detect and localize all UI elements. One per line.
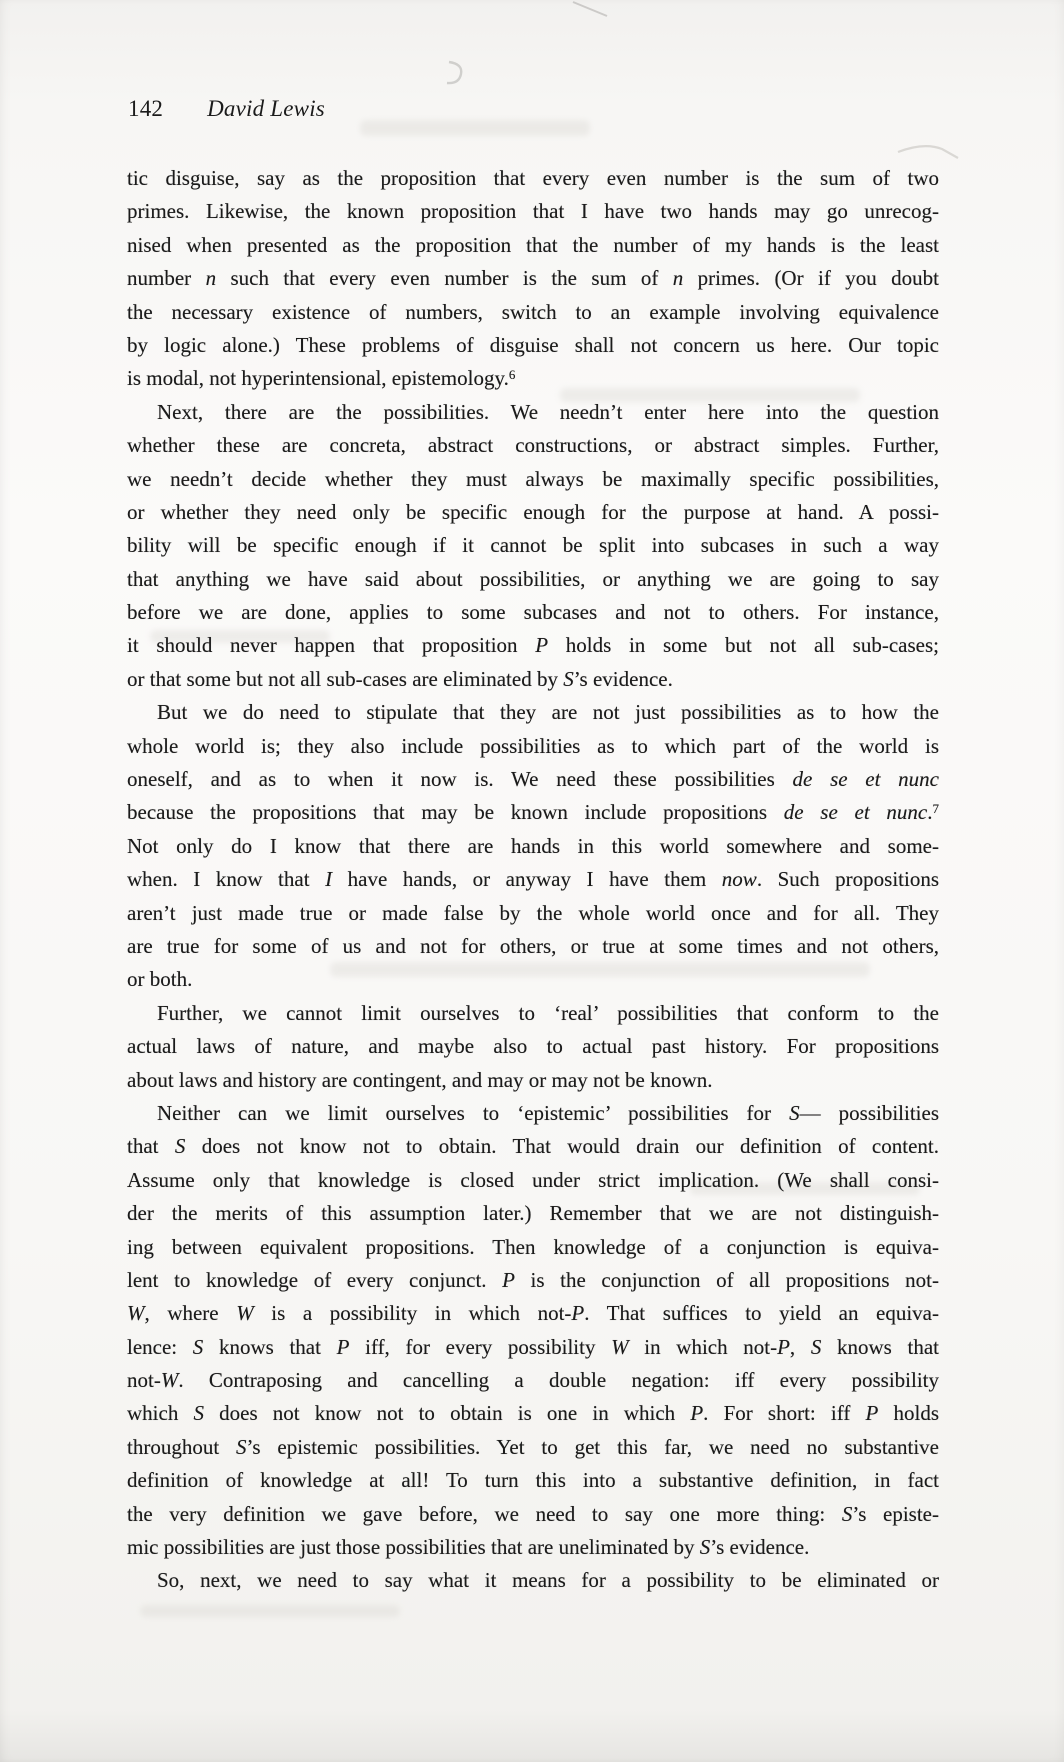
text-segment: Assume only that knowledge is closed under strict implication. (We shall consi- [127,1167,939,1192]
text-line [127,1364,939,1397]
text-segment: holds in some but not all sub-cases; [548,633,939,658]
text-segment: whole world is; they also include possibilities as to which part of the world is [127,733,939,758]
text-line [127,362,939,395]
text-segment: mic possibilities are just those possibilities that are uneliminated by [127,1535,700,1560]
text-line [127,329,939,362]
text-line [127,1097,939,1130]
text-segment: Neither can we limit ourselves to ‘epistemic’ possibilities for [157,1100,790,1125]
italic-text-segment: S [174,1134,186,1159]
text-segment: the necessary existence of numbers, switch to an example involving equivalence [127,299,939,324]
italic-text-segment: n [672,266,684,291]
text-line [127,963,939,996]
text-segment: aren’t just made true or made false by the whole world once and for all. They [127,900,939,925]
text-segment: Next, there are the possibilities. We needn’t enter here into the question [157,399,939,424]
paragraph [127,396,939,697]
text-segment: it should never happen that proposition [127,633,536,658]
paragraph [127,696,939,997]
bleedthrough-smudge [360,120,590,136]
italic-text-segment: S [236,1434,247,1459]
page-body-text [127,162,939,1598]
text-line [127,897,939,930]
italic-text-segment: S [192,1334,204,1359]
italic-text-segment: W [160,1368,179,1393]
paragraph [127,997,939,1097]
text-line [127,1130,939,1163]
italic-text-segment: n [205,266,217,291]
faint-arc-mark-icon [898,146,958,158]
text-line [127,1297,939,1330]
text-segment: ’s evidence. [710,1535,810,1560]
text-segment: number [127,266,206,291]
text-line [127,1030,939,1063]
text-segment: that anything we have said about possibilities, or anything we are going to say [127,566,939,591]
text-line [127,1164,939,1197]
text-segment: oneself, and as to when it now is. We need these possibilities [127,767,793,792]
text-segment: the very definition we gave before, we need to say one more thing: [127,1501,842,1526]
running-head [128,96,325,122]
text-line [127,696,939,729]
text-segment: actual laws of nature, and maybe also to actual past history. For propositions [127,1034,939,1059]
text-segment: we needn’t decide whether they must always be maximally specific possibilities, [127,466,939,491]
text-line [127,1264,939,1297]
text-segment: because the propositions that may be known include propositions [127,800,784,825]
text-segment: ’s evidence. [573,666,673,691]
text-segment: primes. (Or if you doubt [683,266,939,291]
italic-text-segment: P [865,1401,879,1426]
text-line [127,563,939,596]
text-segment: Not only do I know that there are hands in this world somewhere and some- [127,833,939,858]
text-segment: in which not- [628,1334,778,1359]
text-line [127,463,939,496]
text-segment: , where [144,1301,237,1326]
text-segment: — possibilities [799,1100,939,1125]
italic-text-segment: S [699,1535,711,1560]
text-line [127,429,939,462]
text-line [127,195,939,228]
text-segment: which [127,1401,194,1426]
text-segment: when. I know that [127,867,326,892]
text-segment: . That suffices to yield an equiva- [584,1301,939,1326]
text-line [127,1464,939,1497]
text-segment: iff, for every possibility [349,1334,612,1359]
text-line [127,1564,939,1597]
italic-text-segment: P [336,1334,350,1359]
italic-text-segment: de se et nunc [792,767,939,792]
text-line [127,1197,939,1230]
pen-hook-mark-icon [447,62,461,83]
page-number: 142 [128,96,164,121]
paragraph [127,1097,939,1564]
text-line [127,763,939,796]
text-line [127,930,939,963]
italic-text-segment: P [777,1334,790,1359]
text-segment: throughout [127,1434,237,1459]
text-segment: ’s epistemic possibilities. Yet to get this far, we need no substantive [246,1434,939,1459]
bleedthrough-smudge [140,1605,400,1617]
text-segment: or whether they need only be specific enough for the purpose at hand. A possi- [127,499,939,524]
text-segment: are true for some of us and not for others, or true at some times and not others, [127,933,939,958]
text-line [127,1064,939,1097]
paragraph [127,162,939,396]
text-segment: ’s episte- [852,1501,939,1526]
text-segment: . Contraposing and cancelling a double negation: iff every possibility [178,1368,939,1393]
text-segment: is modal, not hyperintensional, epistemology. [127,366,509,391]
text-line [127,629,939,662]
italic-text-segment: I [325,867,333,892]
italic-text-segment: S [789,1100,800,1125]
text-segment: der the merits of this assumption later.) Remember that we are not distinguish- [127,1201,939,1226]
text-line [127,730,939,763]
text-segment: is the conjunction of all propositions not- [514,1267,939,1292]
text-line [127,1231,939,1264]
text-segment: does not know not to obtain. That would drain our definition of content. [185,1134,939,1159]
text-segment: . For short: iff [703,1401,866,1426]
text-line [127,162,939,195]
text-line [127,1331,939,1364]
text-segment: ing between equivalent propositions. Then knowledge of a conjunction is equiva- [127,1234,939,1259]
text-segment: lence: [127,1334,193,1359]
italic-text-segment: S [810,1334,822,1359]
text-segment: about laws and history are contingent, and may or may not be known. [127,1067,713,1092]
text-line [127,262,939,295]
text-segment: or both. [127,967,193,992]
scratch-mark-icon [573,2,607,16]
text-segment: that [127,1134,175,1159]
text-segment: by logic alone.) These problems of disguise shall not concern us here. Our topic [127,332,939,357]
text-line [127,1498,939,1531]
text-segment: does not know not to obtain is one in which [203,1401,691,1426]
footnote-reference: 6 [508,367,516,383]
text-line [127,796,939,829]
text-segment: So, next, we need to say what it means for a possibility to be eliminated or [157,1568,939,1593]
text-line [127,997,939,1030]
text-segment: knows that [821,1334,940,1359]
text-segment: primes. Likewise, the known proposition that I have two hands may go unrecog- [127,199,939,224]
text-segment: tic disguise, say as the proposition that every even number is the sum of two [127,166,939,190]
text-segment: holds [878,1401,939,1426]
text-line [127,1431,939,1464]
running-head-author: David Lewis [207,96,325,121]
text-segment: Further, we cannot limit ourselves to ‘real’ possibilities that conform to the [157,1000,939,1025]
text-line [127,396,939,429]
italic-text-segment: de se et nunc [783,800,928,825]
text-line [127,863,939,896]
paragraph [127,1564,939,1597]
text-segment: But we do need to stipulate that they are not just possibilities as to how the [157,700,939,725]
italic-text-segment: P [690,1401,704,1426]
text-segment: before we are done, applies to some subcases and not to others. For instance, [127,600,939,625]
footnote-reference: 7 [932,801,939,817]
text-segment: , [789,1334,811,1359]
text-line [127,229,939,262]
text-line [127,1531,939,1564]
text-segment: knows that [203,1334,337,1359]
italic-text-segment: S [563,666,574,691]
text-line [127,1397,939,1430]
text-segment: is a possibility in which not- [253,1301,572,1326]
text-line [127,296,939,329]
text-segment: such that every even number is the sum of [216,266,673,291]
text-segment: . Such propositions [756,867,940,892]
italic-text-segment: P [571,1301,585,1326]
text-line [127,596,939,629]
italic-text-segment: P [502,1267,515,1292]
text-line [127,663,939,696]
text-segment: or that some but not all sub-cases are eliminated by [127,666,564,691]
italic-text-segment: W [611,1334,629,1359]
italic-text-segment: S [193,1401,204,1426]
text-segment: . [927,800,933,825]
italic-text-segment: W [127,1301,145,1326]
text-segment: nised when presented as the proposition that the number of my hands is the least [127,232,939,257]
text-line [127,496,939,529]
text-segment: have hands, or anyway I have them [332,867,722,892]
text-segment: not- [127,1368,161,1393]
text-segment: lent to knowledge of every conjunct. [127,1267,503,1292]
text-segment: definition of knowledge at all! To turn this into a substantive definition, in fact [127,1468,939,1493]
text-segment: whether these are concreta, abstract constructions, or abstract simples. Further, [127,433,939,458]
text-line [127,830,939,863]
italic-text-segment: S [841,1501,853,1526]
italic-text-segment: W [236,1301,254,1326]
text-segment: bility will be specific enough if it cannot be split into subcases in such a way [127,533,939,558]
text-line [127,529,939,562]
italic-text-segment: P [535,633,549,658]
italic-text-segment: now [721,867,757,892]
